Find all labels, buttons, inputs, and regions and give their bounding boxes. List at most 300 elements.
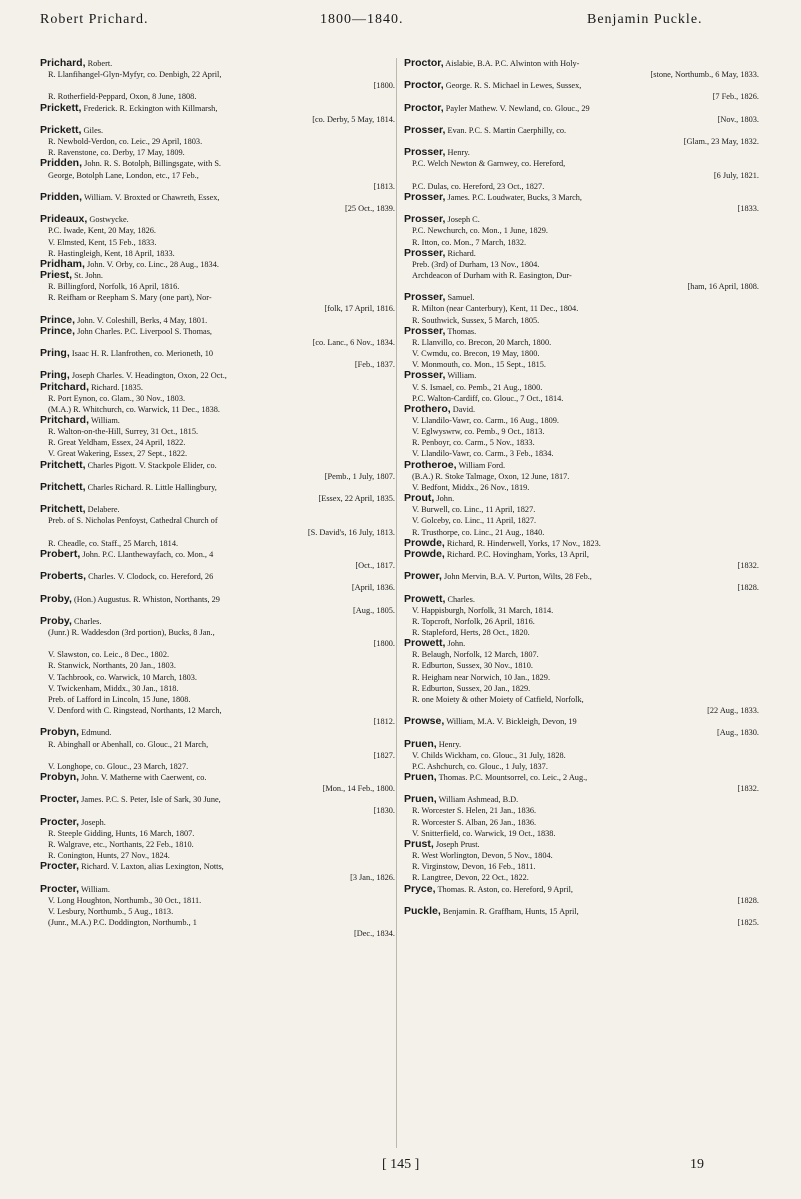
entry-line (40, 181, 395, 192)
entry-text: P.C. Welch Newton & Garnwey, co. Hereford, (412, 159, 566, 169)
surname: Pritchett, (40, 504, 86, 516)
entry-line (40, 170, 395, 181)
entry-text: James. P.C. S. Peter, Isle of Sark, 30 June, (79, 795, 221, 805)
entry-line (404, 437, 759, 448)
entry-line (40, 861, 395, 872)
entry-text: Charles. (445, 594, 475, 604)
entry-line (40, 895, 395, 906)
entry-text: [Aug., 1830. (717, 728, 759, 738)
entry-text: R. Langtree, Devon, 22 Oct., 1822. (412, 873, 529, 883)
entry-line (404, 337, 759, 348)
entry-text: Henry. (445, 148, 470, 158)
clergy-entry (40, 259, 395, 270)
entry-line (40, 303, 395, 314)
entry-line (40, 114, 395, 125)
entry-text: [co. Derby, 5 May, 1814. (312, 114, 395, 124)
surname: Prowde, (404, 548, 445, 560)
entry-line (40, 415, 395, 426)
entry-line (40, 259, 395, 270)
entry-text: Preb. of S. Nicholas Penfoyst, Cathedral Church of (48, 516, 218, 526)
entry-text: P.C. Iwade, Kent, 20 May, 1826. (48, 226, 157, 236)
entry-line (404, 326, 759, 337)
clergy-entry (40, 817, 395, 862)
clergy-entry (40, 460, 395, 482)
entry-text: R. Conington, Hunts, 27 Nov., 1824. (48, 851, 170, 861)
entry-text: Richard. [1835. (89, 382, 143, 392)
entry-text: Richard. P.C. Hovingham, Yorks, 13 April, (444, 549, 589, 559)
entry-line (404, 415, 759, 426)
surname: Pridden, (40, 191, 83, 203)
clergy-entry (404, 571, 759, 593)
surname: Proberts, (40, 571, 87, 583)
clergy-entry (40, 214, 395, 259)
entry-line (404, 103, 759, 114)
surname: Prowett, (404, 638, 446, 650)
clergy-entry (404, 884, 759, 906)
entry-line (40, 448, 395, 459)
entry-text: V. Golceby, co. Linc., 11 April, 1827. (412, 516, 537, 526)
entry-line (404, 225, 759, 236)
entry-text: [6 July, 1821. (713, 170, 759, 180)
clergy-entry (40, 326, 395, 348)
entry-text: [7 Feb., 1826. (712, 92, 759, 102)
entry-line (40, 471, 395, 482)
entry-text: R. Itton, co. Mon., 7 March, 1832. (412, 237, 527, 247)
page-number: [ 145 ] (382, 1157, 420, 1172)
surname: Prosser, (404, 191, 446, 203)
surname: Prosser, (404, 370, 446, 382)
entry-line (404, 181, 759, 192)
entry-line (40, 527, 395, 538)
entry-line (40, 705, 395, 716)
entry-text: V. Lesbury, Northumb., 5 Aug., 1813. (48, 906, 174, 916)
entry-text: William Ashmead, B.D. (436, 795, 519, 805)
entry-text: (B.A.) R. Stoke Talmage, Oxon, 12 June, 1817. (412, 471, 570, 481)
surname: Pryce, (404, 883, 436, 895)
surname: Proctor, (404, 58, 444, 69)
entry-line (404, 303, 759, 314)
entry-line (404, 136, 759, 147)
surname: Proctor, (404, 102, 444, 114)
entry-line (404, 895, 759, 906)
clergy-entry (404, 538, 759, 549)
clergy-entry (404, 839, 759, 884)
entry-text: R. Penboyr, co. Carm., 5 Nov., 1833. (412, 438, 535, 448)
entry-text: [1828. (737, 583, 759, 593)
clergy-entry (40, 549, 395, 571)
entry-line (40, 716, 395, 727)
entry-line (404, 58, 759, 69)
entry-text: (Junr., M.A.) P.C. Doddington, Northumb., 1 (48, 918, 197, 928)
entry-text: St. John. (72, 270, 103, 280)
entry-line (404, 114, 759, 125)
entry-text: V. Elmsted, Kent, 15 Feb., 1833. (48, 237, 157, 247)
entry-line (404, 80, 759, 91)
entry-line (40, 504, 395, 515)
entry-line (40, 917, 395, 928)
entry-text: R. one Moiety & other Moiety of Catfield, Norfolk, (412, 694, 584, 704)
clergy-entry (404, 326, 759, 371)
entry-text: P.C. Newchurch, co. Mon., 1 June, 1829. (412, 226, 548, 236)
entry-line (40, 192, 395, 203)
clergy-entry (40, 616, 395, 728)
entry-line (40, 906, 395, 917)
entry-line (404, 683, 759, 694)
entry-line (40, 839, 395, 850)
entry-text: [Essex, 22 April, 1835. (318, 494, 395, 504)
entry-text: V. Cwmdu, co. Brecon, 19 May, 1800. (412, 349, 540, 359)
entry-text: Preb. (3rd) of Durham, 13 Nov., 1804. (412, 259, 540, 269)
clergy-entry (404, 594, 759, 639)
entry-text: John. V. Matherne with Caerwent, co. (79, 773, 207, 782)
entry-text: [Nov., 1803. (717, 114, 759, 124)
clergy-entry (404, 125, 759, 147)
entry-text: R. Rotherfield-Peppard, Oxon, 8 June, 1808. (48, 92, 197, 102)
clergy-entry (40, 504, 395, 549)
entry-text: [1827. (373, 750, 395, 760)
entry-text: John. P.C. Llanthewayfach, co. Mon., 4 (80, 549, 214, 559)
entry-text: Thomas. P.C. Mountsorrel, co. Leic., 2 Aug., (436, 773, 588, 782)
entry-text: V. Childs Wickham, co. Glouc., 31 July, 1828. (412, 750, 566, 760)
clergy-entry (404, 214, 759, 247)
entry-line (40, 627, 395, 638)
entry-line (40, 203, 395, 214)
entry-text: Delabere. (85, 505, 120, 515)
entry-line (404, 884, 759, 895)
surname: Pridham, (40, 258, 85, 270)
entry-line (404, 861, 759, 872)
entry-text: Preb. of Lafford in Lincoln, 15 June, 1808. (48, 694, 191, 704)
surname: Probyn, (40, 727, 80, 739)
entry-text: [Glam., 23 May, 1832. (683, 137, 759, 147)
entry-text: R. Walton-on-the-Hill, Surrey, 31 Oct., 1815. (48, 427, 199, 437)
clergy-entry (404, 248, 759, 293)
entry-line (404, 727, 759, 738)
entry-text: Thomas. R. Aston, co. Hereford, 9 April, (435, 884, 573, 894)
entry-text: [stone, Northumb., 6 May, 1833. (650, 70, 759, 80)
entry-text: John. (445, 639, 466, 649)
entry-text: William. V. Broxted or Chawreth, Essex, (82, 192, 220, 202)
entry-line (40, 694, 395, 705)
clergy-entry (404, 147, 759, 192)
entry-line (404, 850, 759, 861)
entry-text: R. Heigham near Norwich, 10 Jan., 1829. (412, 672, 551, 682)
entry-text: R. Port Eynon, co. Glam., 30 Nov., 1803. (48, 393, 186, 403)
entry-line (40, 594, 395, 605)
entry-line (404, 460, 759, 471)
entry-line (404, 527, 759, 538)
surname: Prothero, (404, 403, 451, 415)
entry-text: [3 Jan., 1826. (350, 873, 395, 883)
entry-text: [Feb., 1837. (354, 360, 395, 370)
entry-text: [S. David's, 16 July, 1813. (307, 527, 395, 537)
surname: Pritchett, (40, 481, 86, 493)
entry-line (40, 794, 395, 805)
entry-text: Joseph Prust. (433, 839, 480, 849)
entry-line (404, 170, 759, 181)
entry-line (40, 739, 395, 750)
entry-text: [April, 1836. (351, 583, 395, 593)
entry-text: William, M.A. V. Bickleigh, Devon, 19 (444, 717, 577, 727)
surname: Pritchard, (40, 415, 90, 426)
header-left: Robert Prichard. (40, 12, 149, 27)
entry-text: Frederick. R. Eckington with Killmarsh, (81, 103, 218, 113)
entry-text: Aislabie, B.A. P.C. Alwinton with Holy- (443, 59, 580, 68)
entry-text: James. P.C. Loudwater, Bucks, 3 March, (445, 192, 582, 202)
column-divider (396, 58, 397, 1148)
surname: Proctor, (404, 80, 444, 92)
entry-line (404, 192, 759, 203)
entry-text: V. Monmouth, co. Mon., 15 Sept., 1815. (412, 360, 546, 370)
entry-text: [22 Aug., 1833. (707, 706, 759, 716)
clergy-entry (40, 594, 395, 616)
entry-line (404, 594, 759, 605)
entry-text: R. Llanfihangel-Glyn-Myfyr, co. Denbigh, 22 April, (48, 70, 222, 80)
entry-line (404, 549, 759, 560)
entry-text: William. (445, 371, 477, 381)
entry-line (40, 549, 395, 560)
entry-text: Joseph. (79, 817, 106, 827)
entry-text: Archdeacon of Durham with R. Easington, Dur- (412, 270, 572, 280)
entry-text: V. Burwell, co. Linc., 11 April, 1827. (412, 505, 536, 515)
clergy-entry (40, 370, 395, 381)
entry-text: William. (89, 416, 120, 425)
entry-text: R. Virginstow, Devon, 16 Feb., 1811. (412, 862, 536, 872)
entry-text: R. Walgrave, etc., Northants, 22 Feb., 1810. (48, 839, 194, 849)
clergy-entry (404, 638, 759, 716)
entry-line (404, 515, 759, 526)
surname: Pritchard, (40, 381, 90, 393)
entry-line (404, 482, 759, 493)
entry-line (404, 147, 759, 158)
entry-text: [1812. (373, 717, 395, 727)
entry-line (404, 69, 759, 80)
entry-line (40, 482, 395, 493)
entry-line (40, 393, 395, 404)
entry-line (40, 872, 395, 883)
entry-line (40, 225, 395, 236)
entry-text: R. Edburton, Sussex, 20 Jan., 1829. (412, 683, 531, 693)
surname: Prowett, (404, 593, 446, 605)
clergy-entry (404, 370, 759, 403)
entry-text: [1828. (737, 895, 759, 905)
entry-line (40, 359, 395, 370)
entry-line (404, 471, 759, 482)
entry-line (40, 616, 395, 627)
clergy-entry (404, 192, 759, 214)
entry-text: R. Great Yeldham, Essex, 24 April, 1822. (48, 438, 186, 448)
surname: Procter, (40, 816, 80, 828)
surname: Prideaux, (40, 214, 88, 226)
clergy-entry (40, 192, 395, 214)
surname: Priest, (40, 269, 73, 281)
entry-text: John. V. Orby, co. Linc., 28 Aug., 1834. (84, 259, 219, 269)
entry-text: V. Eglwyswrw, co. Pemb., 9 Oct., 1813. (412, 427, 545, 437)
entry-line (40, 136, 395, 147)
entry-text: Samuel. (445, 293, 475, 303)
entry-line (40, 538, 395, 549)
entry-line (404, 315, 759, 326)
entry-text: [25 Oct., 1839. (344, 204, 395, 214)
surname: Prower, (404, 571, 442, 583)
entry-text: George. R. S. Michael in Lewes, Sussex, (443, 81, 582, 91)
entry-text: [Dec., 1834. (353, 929, 395, 939)
entry-line (404, 504, 759, 515)
clergy-entry (404, 292, 759, 325)
entry-line (40, 649, 395, 660)
entry-line (40, 348, 395, 359)
entry-text: R. Milton (near Canterbury), Kent, 11 Dec., 1804. (412, 304, 579, 314)
clergy-entry (40, 58, 395, 103)
surname: Prince, (40, 314, 76, 326)
surname: Protheroe, (404, 459, 457, 471)
entry-line (404, 906, 759, 917)
entry-line (404, 872, 759, 883)
entry-text: [1825. (737, 918, 759, 928)
surname: Prowde, (404, 537, 445, 549)
entry-text: R. Hastingleigh, Kent, 18 April, 1833. (48, 248, 175, 258)
entry-text: Charles Richard. R. Little Hallingbury, (85, 482, 217, 492)
right-column (404, 58, 759, 928)
entry-text: R. Belaugh, Norfolk, 12 March, 1807. (412, 650, 539, 660)
entry-text: Charles Pigott. V. Stackpole Elider, co. (85, 460, 217, 470)
surname: Prickett, (40, 102, 82, 114)
entry-line (404, 627, 759, 638)
left-column (40, 58, 395, 939)
entry-text: R. Stanwick, Northants, 20 Jan., 1803. (48, 661, 176, 671)
entry-line (40, 672, 395, 683)
entry-text: Evan. P.C. S. Martin Caerphilly, co. (445, 125, 567, 135)
entry-text: R. Southwick, Sussex, 5 March, 1805. (412, 315, 540, 325)
entry-line (404, 125, 759, 136)
entry-text: V. S. Ismael, co. Pemb., 21 Aug., 1800. (412, 382, 543, 392)
entry-text: [1830. (373, 806, 395, 816)
entry-line (40, 80, 395, 91)
clergy-entry (404, 906, 759, 928)
entry-text: [1800. (373, 81, 395, 91)
entry-text: [Oct., 1817. (355, 561, 395, 571)
entry-text: Joseph C. (445, 215, 480, 225)
entry-line (404, 91, 759, 102)
entry-text: R. West Worlington, Devon, 5 Nov., 1804. (412, 851, 553, 861)
entry-text: R. Newbold-Verdon, co. Leic., 29 April, 1803. (48, 137, 203, 147)
entry-line (404, 839, 759, 850)
entry-line (404, 292, 759, 303)
entry-line (40, 460, 395, 471)
entry-line (40, 582, 395, 593)
entry-text: V. Denford with C. Ringstead, Northants, 12 March, (48, 706, 222, 716)
entry-text: [co. Lanc., 6 Nov., 1834. (312, 337, 395, 347)
entry-line (404, 794, 759, 805)
entry-line (404, 817, 759, 828)
clergy-entry (404, 103, 759, 125)
surname: Prosser, (404, 247, 446, 259)
entry-text: [1833. (737, 204, 759, 214)
entry-text: Charles. (71, 616, 102, 626)
entry-line (404, 649, 759, 660)
entry-text: R. Stapleford, Herts, 28 Oct., 1820. (412, 627, 530, 637)
clergy-entry (40, 125, 395, 158)
entry-text: Thomas. (445, 326, 477, 336)
surname: Procter, (40, 861, 80, 873)
entry-text: V. Happisburgh, Norfolk, 31 March, 1814. (412, 605, 554, 615)
entry-line (40, 58, 395, 69)
entry-text: V. Great Wakering, Essex, 27 Sept., 1822. (48, 449, 188, 459)
surname: Pridden, (40, 158, 83, 170)
entry-line (40, 750, 395, 761)
entry-line (40, 605, 395, 616)
entry-text: [ham, 16 April, 1808. (687, 282, 759, 292)
clergy-entry (404, 772, 759, 794)
surname: Pritchett, (40, 459, 86, 471)
entry-line (40, 315, 395, 326)
entry-line (404, 270, 759, 281)
entry-line (40, 370, 395, 381)
entry-text: Giles. (81, 125, 104, 135)
clergy-entry (40, 415, 395, 460)
entry-text: Charles. V. Clodock, co. Hereford, 26 (86, 572, 214, 582)
entry-line (404, 783, 759, 794)
entry-line (40, 493, 395, 504)
entry-text: Richard. (445, 248, 476, 258)
entry-line (40, 382, 395, 393)
entry-line (40, 270, 395, 281)
entry-line (404, 158, 759, 169)
entry-line (404, 237, 759, 248)
entry-line (404, 638, 759, 649)
entry-line (40, 660, 395, 671)
entry-text: John Mervin, B.A. V. Purton, Wilts, 28 Feb., (441, 572, 592, 582)
entry-line (404, 605, 759, 616)
clergy-entry (40, 727, 395, 772)
entry-line (40, 326, 395, 337)
entry-line (40, 828, 395, 839)
entry-text: R. Llanvillo, co. Brecon, 20 March, 1800. (412, 337, 552, 347)
entry-text: V. Tachbrook, co. Warwick, 10 March, 1803. (48, 672, 197, 682)
entry-text: [folk, 17 April, 1816. (324, 304, 395, 314)
entry-line (40, 638, 395, 649)
entry-text: R. Worcester S. Alban, 26 Jan., 1836. (412, 817, 537, 827)
entry-text: V. Bedfont, Middx., 26 Nov., 1819. (412, 482, 530, 492)
entry-text: [Mon., 14 Feb., 1800. (322, 784, 395, 794)
entry-text: Payler Mathew. V. Newland, co. Glouc., 29 (443, 103, 590, 113)
entry-line (40, 571, 395, 582)
surname: Prout, (404, 493, 435, 505)
entry-text: Henry. (436, 739, 462, 749)
entry-line (40, 214, 395, 225)
header-right: Benjamin Puckle. (587, 12, 703, 27)
entry-line (404, 616, 759, 627)
surname: Probert, (40, 548, 81, 560)
surname: Proby, (40, 593, 72, 605)
entry-text: R. Topcroft, Norfolk, 26 April, 1816. (412, 616, 535, 626)
entry-text: V. Slawston, co. Leic., 8 Dec., 1802. (48, 650, 170, 660)
entry-line (404, 571, 759, 582)
surname: Probyn, (40, 772, 80, 783)
entry-line (404, 359, 759, 370)
entry-line (404, 538, 759, 549)
entry-line (40, 783, 395, 794)
clergy-entry (40, 772, 395, 794)
clergy-entry (40, 482, 395, 504)
entry-line (404, 828, 759, 839)
entry-text: George, Botolph Lane, London, etc., 17 Feb., (48, 170, 199, 180)
entry-text: R. Abinghall or Abenhall, co. Glouc., 21 March, (48, 739, 209, 749)
entry-line (404, 404, 759, 415)
entry-text: (Junr.) R. Waddesdon (3rd portion), Bucks, 8 Jan., (48, 627, 215, 637)
entry-line (40, 850, 395, 861)
entry-line (40, 683, 395, 694)
